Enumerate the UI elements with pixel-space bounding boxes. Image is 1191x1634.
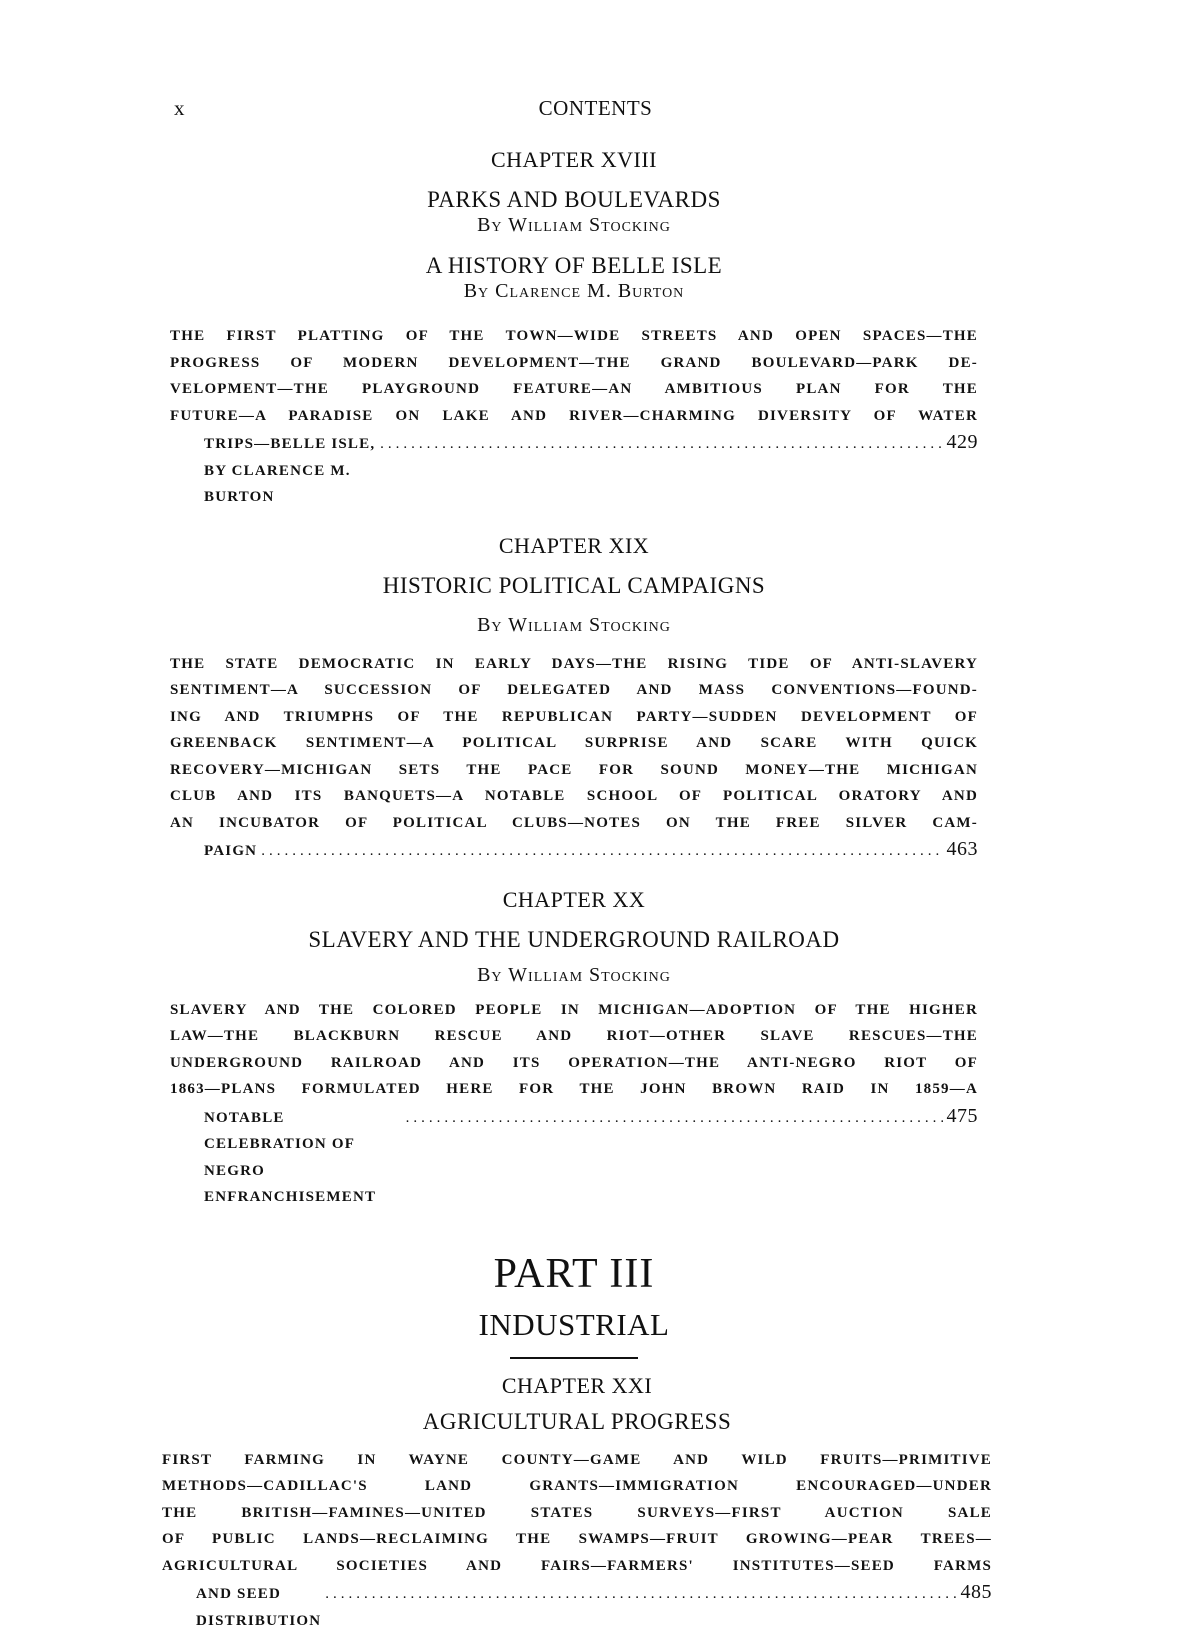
chapter-summary: [170, 323, 978, 511]
chapter-label: CHAPTER XXI: [162, 1373, 992, 1399]
summary-line: NOTABLE CELEBRATION OF NEGRO ENFRANCHISEMENT: [204, 1105, 402, 1211]
summary-line: THE STATE DEMOCRATIC IN EARLY DAYS—THE RISING TIDE OF ANTI-SLAVERY: [204, 651, 978, 678]
summary-last-line: [196, 1579, 992, 1634]
running-head-title: CONTENTS: [0, 96, 1191, 121]
part-heading: [170, 1251, 978, 1359]
page-number: 463: [947, 836, 979, 863]
dot-leader: [325, 1581, 956, 1608]
chapter-title: HISTORIC POLITICAL CAMPAIGNS: [170, 573, 978, 599]
summary-line: 1863—PLANS FORMULATED HERE FOR THE JOHN BROWN RAID IN 1859—A: [204, 1076, 978, 1103]
summary-last-line: [204, 1103, 978, 1211]
page-number: 429: [947, 429, 979, 456]
summary-line: AN INCUBATOR OF POLITICAL CLUBS—NOTES ON THE FREE SILVER CAM-: [204, 810, 978, 837]
page-number: 475: [947, 1103, 979, 1130]
dot-leader: [406, 1105, 943, 1132]
summary-line: VELOPMENT—THE PLAYGROUND FEATURE—AN AMBITIOUS PLAN FOR THE: [204, 376, 978, 403]
chapter-summary: [170, 651, 978, 865]
chapter-summary: [162, 1447, 992, 1634]
summary-line: THE BRITISH—FAMINES—UNITED STATES SURVEYS—FIRST AUCTION SALE: [196, 1500, 992, 1527]
chapter-label: CHAPTER XVIII: [170, 147, 978, 173]
summary-line: METHODS—CADILLAC'S LAND GRANTS—IMMIGRATION ENCOURAGED—UNDER: [196, 1473, 992, 1500]
part-divider-rule: [510, 1357, 638, 1359]
summary-line: ING AND TRIUMPHS OF THE REPUBLICAN PARTY—SUDDEN DEVELOPMENT OF: [204, 704, 978, 731]
chapter-entry-xxi: [162, 1373, 992, 1634]
chapter-entry-xix: [170, 533, 978, 865]
chapter-title: AGRICULTURAL PROGRESS: [162, 1409, 992, 1435]
summary-line: AGRICULTURAL SOCIETIES AND FAIRS—FARMERS' INSTITUTES—SEED FARMS: [196, 1553, 992, 1580]
page-folio: x: [174, 96, 185, 121]
summary-last-line: [204, 836, 978, 865]
summary-line: THE FIRST PLATTING OF THE TOWN—WIDE STREETS AND OPEN SPACES—THE: [204, 323, 978, 350]
chapter-byline: By William Stocking: [170, 613, 978, 637]
chapter-entry-xx: [170, 887, 978, 1211]
chapter-title: PARKS AND BOULEVARDS: [170, 187, 978, 213]
chapter-subtitle: A HISTORY OF BELLE ISLE: [170, 253, 978, 279]
contents-body: [170, 147, 978, 1634]
summary-line: CLUB AND ITS BANQUETS—A NOTABLE SCHOOL OF POLITICAL ORATORY AND: [204, 783, 978, 810]
dot-leader: [380, 431, 942, 458]
summary-line: PAIGN: [204, 838, 257, 865]
summary-line: TRIPS—BELLE ISLE, BY CLARENCE M. BURTON: [204, 431, 376, 511]
summary-line: SLAVERY AND THE COLORED PEOPLE IN MICHIGAN—ADOPTION OF THE HIGHER: [204, 997, 978, 1024]
part-subtitle: INDUSTRIAL: [170, 1307, 978, 1343]
chapter-byline: By William Stocking: [170, 213, 978, 237]
summary-line: SENTIMENT—A SUCCESSION OF DELEGATED AND MASS CONVENTIONS—FOUND-: [204, 677, 978, 704]
chapter-subtitle-byline: By Clarence M. Burton: [170, 279, 978, 303]
chapter-label: CHAPTER XX: [170, 887, 978, 913]
summary-line: GREENBACK SENTIMENT—A POLITICAL SURPRISE AND SCARE WITH QUICK: [204, 730, 978, 757]
summary-line: OF PUBLIC LANDS—RECLAIMING THE SWAMPS—FRUIT GROWING—PEAR TREES—: [196, 1526, 992, 1553]
chapter-label: CHAPTER XIX: [170, 533, 978, 559]
dot-leader: [261, 838, 942, 865]
chapter-entry-xviii: [170, 147, 978, 511]
summary-line: FIRST FARMING IN WAYNE COUNTY—GAME AND WILD FRUITS—PRIMITIVE: [196, 1447, 992, 1474]
chapter-byline: By William Stocking: [170, 963, 978, 987]
summary-line: RECOVERY—MICHIGAN SETS THE PACE FOR SOUND MONEY—THE MICHIGAN: [204, 757, 978, 784]
summary-line: FUTURE—A PARADISE ON LAKE AND RIVER—CHARMING DIVERSITY OF WATER: [204, 403, 978, 430]
summary-line: AND SEED DISTRIBUTION: [196, 1581, 321, 1634]
chapter-summary: [170, 997, 978, 1211]
page-number: 485: [961, 1579, 993, 1606]
summary-line: LAW—THE BLACKBURN RESCUE AND RIOT—OTHER SLAVE RESCUES—THE: [204, 1023, 978, 1050]
part-title: PART III: [170, 1251, 978, 1297]
summary-line: PROGRESS OF MODERN DEVELOPMENT—THE GRAND BOULEVARD—PARK DE-: [204, 350, 978, 377]
chapter-title: SLAVERY AND THE UNDERGROUND RAILROAD: [170, 927, 978, 953]
summary-line: UNDERGROUND RAILROAD AND ITS OPERATION—THE ANTI-NEGRO RIOT OF: [204, 1050, 978, 1077]
summary-last-line: [204, 429, 978, 511]
